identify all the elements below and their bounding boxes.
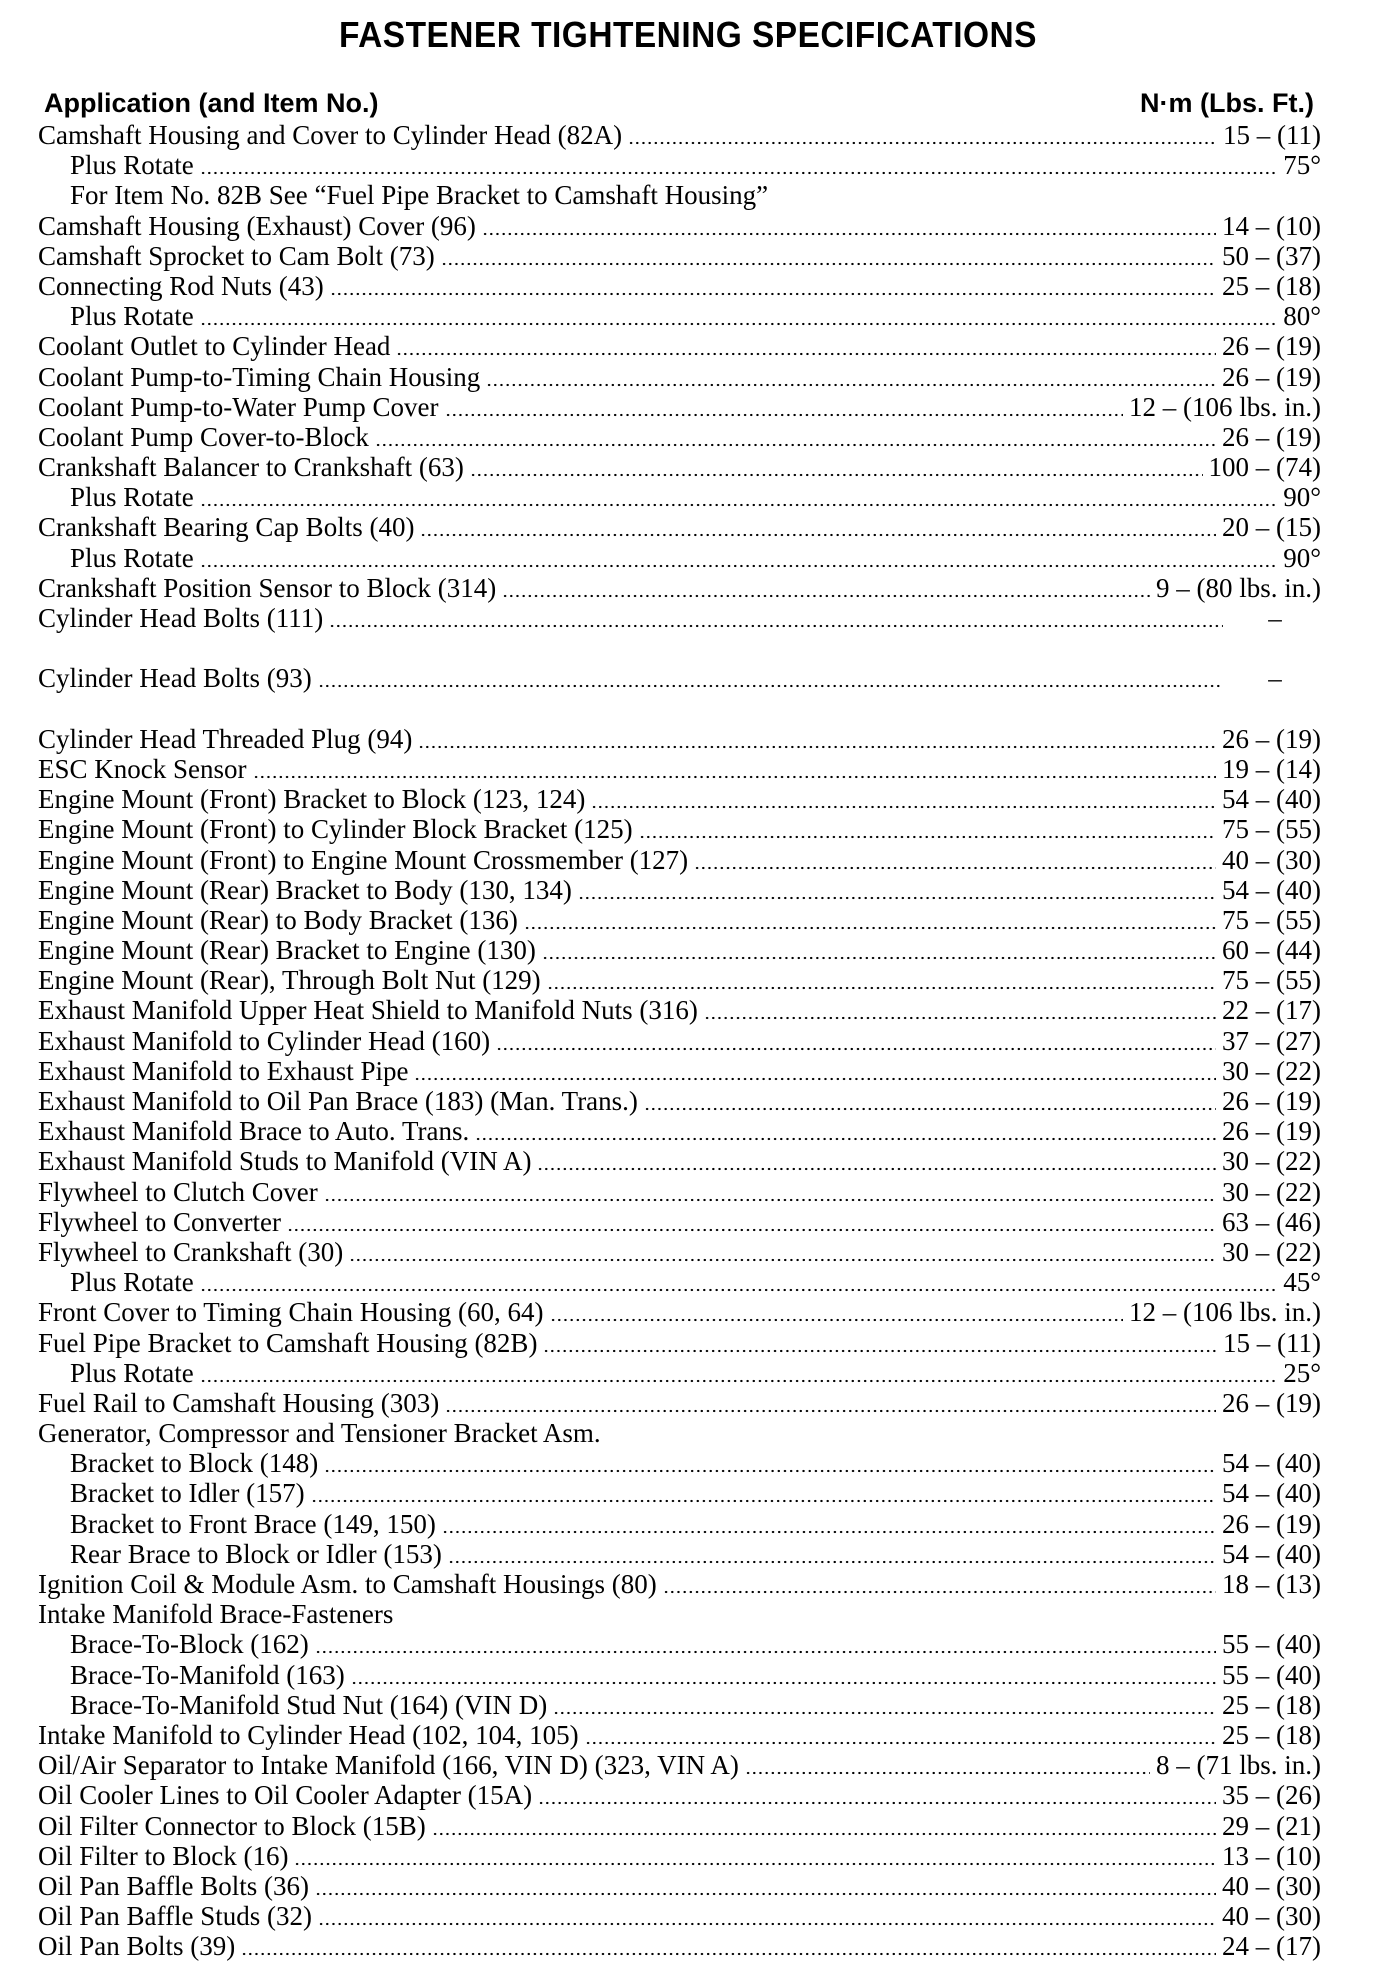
dot-leader [200, 150, 1277, 180]
spec-row [38, 724, 1321, 754]
spec-label: Exhaust Manifold Brace to Auto. Trans. [38, 1116, 470, 1147]
spec-value: 54 – (40) [1222, 784, 1321, 815]
dot-leader [351, 1660, 1216, 1690]
spec-row [38, 1599, 1321, 1629]
spec-value: 26 – (19) [1222, 1086, 1321, 1117]
spec-label: Bracket to Idler (157) [70, 1478, 305, 1509]
spec-label: Oil Pan Bolts (39) [38, 1931, 236, 1962]
spec-label: Cylinder Head Bolts (111) [38, 603, 324, 633]
spec-value: 30 – (22) [1222, 1176, 1321, 1207]
spec-label: Crankshaft Balancer to Crankshaft (63) [38, 452, 464, 483]
spec-label: Oil/Air Separator to Intake Manifold (166, VIN D) (323, VIN A) [38, 1750, 739, 1781]
spec-value: 12 – (106 lbs. in.) [1129, 391, 1321, 422]
dot-leader [318, 1901, 1216, 1931]
spec-value: 24 – (17) [1222, 1931, 1321, 1962]
spec-label: Engine Mount (Front) to Cylinder Block Bracket (125) [38, 814, 633, 845]
column-header [44, 88, 1314, 118]
spec-label: Brace-To-Block (162) [70, 1629, 309, 1660]
dot-leader [496, 1026, 1216, 1056]
spec-label: ESC Knock Sensor [38, 753, 247, 784]
spec-label: Engine Mount (Rear), Through Bolt Nut (129) [38, 965, 541, 996]
spec-row [38, 1267, 1321, 1297]
spec-table [38, 120, 1321, 1961]
spec-label: Bracket to Block (148) [70, 1448, 319, 1479]
dot-leader [375, 422, 1216, 452]
dot-leader [502, 573, 1150, 603]
spec-row [38, 241, 1321, 271]
dot-leader [694, 845, 1216, 875]
spec-value: 54 – (40) [1222, 1538, 1321, 1569]
spec-row [38, 1237, 1321, 1267]
spec-row [38, 1901, 1321, 1931]
dot-leader [644, 1086, 1216, 1116]
spec-label: Exhaust Manifold to Cylinder Head (160) [38, 1025, 491, 1056]
dot-leader [550, 1297, 1123, 1327]
spec-row [38, 1720, 1321, 1750]
dot-leader [329, 603, 1223, 663]
spec-row [38, 1328, 1321, 1358]
spec-label: Engine Mount (Rear) Bracket to Body (130, 134) [38, 874, 572, 905]
spec-value: 40 – (30) [1222, 1901, 1321, 1932]
spec-label: For Item No. 82B See “Fuel Pipe Bracket to Camshaft Housing” [70, 180, 769, 211]
spec-label: Plus Rotate [70, 542, 194, 573]
dot-leader [200, 482, 1277, 512]
dot-leader [441, 241, 1216, 271]
spec-label: Exhaust Manifold to Exhaust Pipe [38, 1055, 409, 1086]
spec-row [38, 965, 1321, 995]
spec-value: 30 – (22) [1222, 1146, 1321, 1177]
spec-row [38, 362, 1321, 392]
spec-label: Crankshaft Position Sensor to Block (314) [38, 572, 497, 603]
spec-value: 29 – (21) [1222, 1810, 1321, 1841]
spec-label: Plus Rotate [70, 1357, 194, 1388]
spec-row [38, 754, 1321, 784]
dot-leader [200, 1267, 1277, 1297]
spec-value: 12 – (106 lbs. in.) [1129, 1297, 1321, 1328]
spec-label: Coolant Pump Cover-to-Block [38, 421, 369, 452]
spec-label: Cylinder Head Bolts (93) [38, 663, 312, 694]
spec-row [38, 180, 1321, 210]
spec-row [38, 1811, 1321, 1841]
spec-label: Flywheel to Clutch Cover [38, 1176, 318, 1207]
dot-leader [470, 452, 1203, 482]
dot-leader [294, 1841, 1216, 1871]
spec-value: 37 – (27) [1222, 1025, 1321, 1056]
spec-row [38, 1660, 1321, 1690]
dot-leader [445, 392, 1123, 422]
dot-leader [482, 211, 1216, 241]
dot-leader [524, 905, 1216, 935]
dot-leader [318, 663, 1223, 723]
dot-leader [200, 543, 1277, 573]
spec-label: Plus Rotate [70, 301, 194, 332]
spec-label: Camshaft Sprocket to Cam Bolt (73) [38, 240, 435, 271]
dot-leader [200, 301, 1277, 331]
spec-value: 25 – (18) [1222, 1689, 1321, 1720]
spec-label: Brace-To-Manifold Stud Nut (164) (VIN D) [70, 1689, 548, 1720]
spec-row [38, 845, 1321, 875]
dot-leader [663, 1569, 1216, 1599]
dot-leader [475, 1116, 1216, 1146]
dot-leader [311, 1478, 1216, 1508]
dot-leader [315, 1871, 1216, 1901]
dot-leader [553, 1690, 1216, 1720]
spec-row [38, 543, 1321, 573]
dot-leader [543, 1328, 1217, 1358]
spec-value: 45° [1283, 1267, 1321, 1298]
spec-label: Oil Filter Connector to Block (15B) [38, 1810, 426, 1841]
spec-value: 63 – (46) [1222, 1206, 1321, 1237]
spec-row [38, 1509, 1321, 1539]
spec-value: 40 – (30) [1222, 1870, 1321, 1901]
dot-leader [349, 1237, 1216, 1267]
spec-label: Crankshaft Bearing Cap Bolts (40) [38, 512, 415, 543]
spec-label: Plus Rotate [70, 150, 194, 181]
dot-leader [538, 1780, 1216, 1810]
spec-value: 54 – (40) [1222, 1448, 1321, 1479]
dot-leader [315, 1629, 1216, 1659]
spec-label: Coolant Pump-to-Water Pump Cover [38, 391, 439, 422]
spec-label: Bracket to Front Brace (149, 150) [70, 1508, 436, 1539]
spec-label: Flywheel to Crankshaft (30) [38, 1236, 344, 1267]
spec-value: 40 – (30) [1222, 844, 1321, 875]
spec-value: 9 – (80 lbs. in.) [1156, 572, 1321, 603]
spec-value: 26 – (19) [1222, 1387, 1321, 1418]
spec-value: 30 – (22) [1222, 1055, 1321, 1086]
spec-value: 30 – (22) [1222, 1236, 1321, 1267]
spec-value: 25 – (18) [1222, 270, 1321, 301]
spec-label: Oil Pan Baffle Studs (32) [38, 1901, 312, 1932]
spec-row [38, 1871, 1321, 1901]
spec-value: 90° [1283, 482, 1321, 513]
spec-row [38, 875, 1321, 905]
dot-leader [414, 1056, 1216, 1086]
spec-row [38, 1690, 1321, 1720]
spec-row [38, 211, 1321, 241]
spec-row [38, 1358, 1321, 1388]
spec-label: Plus Rotate [70, 482, 194, 513]
dot-leader [704, 995, 1216, 1025]
dot-leader [324, 1448, 1216, 1478]
spec-row [38, 905, 1321, 935]
spec-label: Engine Mount (Rear) to Body Bracket (136) [38, 904, 518, 935]
spec-value: 22 – (17) [1222, 995, 1321, 1026]
spec-row [38, 422, 1321, 452]
spec-value: 14 – (10) [1222, 210, 1321, 241]
spec-value: 54 – (40) [1222, 1478, 1321, 1509]
spec-label: Rear Brace to Block or Idler (153) [70, 1538, 442, 1569]
spec-value: 54 – (40) [1222, 874, 1321, 905]
dot-leader [253, 754, 1217, 784]
spec-row [38, 150, 1321, 180]
page-title: FASTENER TIGHTENING SPECIFICATIONS [339, 14, 1037, 55]
spec-value: 13 – (10) [1222, 1840, 1321, 1871]
dot-leader [442, 1509, 1216, 1539]
dot-leader [585, 1720, 1216, 1750]
dot-leader [432, 1811, 1216, 1841]
spec-row [38, 301, 1321, 331]
dot-leader [324, 1177, 1216, 1207]
spec-row [38, 120, 1321, 150]
spec-label: Intake Manifold Brace-Fasteners [38, 1599, 394, 1630]
spec-value: 26 – (19) [1222, 361, 1321, 392]
spec-value: 15 – (11) [1223, 1327, 1321, 1358]
spec-value: 26 – (19) [1222, 331, 1321, 362]
dot-leader [330, 271, 1216, 301]
dot-leader [420, 512, 1216, 542]
spec-row [38, 784, 1321, 814]
spec-value: 80° [1283, 301, 1321, 332]
spec-value: 60 – (44) [1222, 935, 1321, 966]
spec-row [38, 1146, 1321, 1176]
spec-row [38, 1750, 1321, 1780]
dot-leader [486, 362, 1216, 392]
spec-row [38, 1056, 1321, 1086]
spec-label: Oil Pan Baffle Bolts (36) [38, 1870, 309, 1901]
dot-leader [241, 1931, 1216, 1961]
spec-row [38, 1539, 1321, 1569]
spec-label: Intake Manifold to Cylinder Head (102, 104, 105) [38, 1719, 579, 1750]
dot-leader [745, 1750, 1150, 1780]
spec-row [38, 1780, 1321, 1810]
spec-value: 15 – (11) [1223, 120, 1321, 150]
spec-label: Ignition Coil & Module Asm. to Camshaft Housings (80) [38, 1569, 657, 1600]
application-column-header: Application (and Item No.) [44, 88, 379, 118]
dot-leader [200, 1358, 1277, 1388]
spec-label: Oil Cooler Lines to Oil Cooler Adapter (15A) [38, 1780, 533, 1811]
dot-leader [396, 331, 1216, 361]
spec-row [38, 1297, 1321, 1327]
dot-leader [542, 935, 1216, 965]
spec-row [38, 331, 1321, 361]
spec-row [38, 603, 1321, 663]
spec-row [38, 1207, 1321, 1237]
spec-label: Flywheel to Converter [38, 1206, 281, 1237]
spec-label: Exhaust Manifold to Oil Pan Brace (183) (Man. Trans.) [38, 1086, 638, 1117]
spec-row [38, 1629, 1321, 1659]
spec-value: 26 – (19) [1222, 1116, 1321, 1147]
spec-value: – [1268, 603, 1282, 633]
torque-column-header: N·m (Lbs. Ft.) [1140, 88, 1314, 118]
spec-row [38, 573, 1321, 603]
dot-leader [639, 814, 1216, 844]
spec-label: Coolant Outlet to Cylinder Head [38, 331, 391, 362]
spec-label: Fuel Pipe Bracket to Camshaft Housing (82B) [38, 1327, 538, 1358]
spec-row [38, 452, 1321, 482]
spec-value: – [1268, 663, 1282, 694]
spec-value: 26 – (19) [1222, 723, 1321, 754]
spec-row [38, 1177, 1321, 1207]
spec-label: Brace-To-Manifold (163) [70, 1659, 345, 1690]
spec-label: Fuel Rail to Camshaft Housing (303) [38, 1387, 440, 1418]
spec-row [38, 995, 1321, 1025]
spec-row [38, 1418, 1321, 1448]
spec-row [38, 482, 1321, 512]
spec-value: 20 – (15) [1222, 512, 1321, 543]
spec-label: Camshaft Housing (Exhaust) Cover (96) [38, 210, 476, 241]
spec-row [38, 1388, 1321, 1418]
spec-row [38, 1931, 1321, 1961]
dot-leader [448, 1539, 1216, 1569]
spec-value: 18 – (13) [1222, 1569, 1321, 1600]
spec-row [38, 1116, 1321, 1146]
spec-label: Camshaft Housing and Cover to Cylinder Head (82A) [38, 120, 623, 150]
spec-row [38, 1026, 1321, 1056]
spec-row [38, 663, 1321, 723]
spec-value: 75 – (55) [1222, 814, 1321, 845]
spec-value: 75 – (55) [1222, 965, 1321, 996]
spec-value: 100 – (74) [1208, 452, 1321, 483]
spec-row [38, 271, 1321, 301]
spec-value: 50 – (37) [1222, 240, 1321, 271]
spec-row [38, 1478, 1321, 1508]
spec-value: 75 – (55) [1222, 904, 1321, 935]
dot-leader [591, 784, 1216, 814]
dot-leader [578, 875, 1216, 905]
spec-value: 35 – (26) [1222, 1780, 1321, 1811]
spec-row [38, 1841, 1321, 1871]
spec-value: 55 – (40) [1222, 1629, 1321, 1660]
dot-leader [547, 965, 1216, 995]
spec-label: Oil Filter to Block (16) [38, 1840, 289, 1871]
spec-value: 26 – (19) [1222, 1508, 1321, 1539]
spec-value: 8 – (71 lbs. in.) [1156, 1750, 1321, 1781]
spec-label: Front Cover to Timing Chain Housing (60, 64) [38, 1297, 544, 1328]
spec-label: Engine Mount (Rear) Bracket to Engine (130) [38, 935, 536, 966]
spec-label: Engine Mount (Front) Bracket to Block (123, 124) [38, 784, 586, 815]
spec-value: 25 – (18) [1222, 1719, 1321, 1750]
spec-value: 19 – (14) [1222, 753, 1321, 784]
dot-leader [445, 1388, 1216, 1418]
spec-row [38, 1569, 1321, 1599]
dot-leader [287, 1207, 1216, 1237]
spec-row [38, 1448, 1321, 1478]
spec-label: Generator, Compressor and Tensioner Bracket Asm. [38, 1418, 601, 1449]
spec-label: Connecting Rod Nuts (43) [38, 270, 324, 301]
spec-label: Plus Rotate [70, 1267, 194, 1298]
spec-row [38, 935, 1321, 965]
dot-leader [537, 1146, 1216, 1176]
spec-label: Cylinder Head Threaded Plug (94) [38, 723, 413, 754]
spec-label: Exhaust Manifold Upper Heat Shield to Manifold Nuts (316) [38, 995, 698, 1026]
spec-value: 25° [1283, 1357, 1321, 1388]
dot-leader [418, 724, 1216, 754]
dot-leader [628, 120, 1217, 150]
spec-row [38, 392, 1321, 422]
spec-row [38, 1086, 1321, 1116]
spec-value: 90° [1283, 542, 1321, 573]
spec-row [38, 512, 1321, 542]
spec-label: Engine Mount (Front) to Engine Mount Crossmember (127) [38, 844, 689, 875]
spec-label: Coolant Pump-to-Timing Chain Housing [38, 361, 481, 392]
spec-value: 26 – (19) [1222, 421, 1321, 452]
spec-value: 55 – (40) [1222, 1659, 1321, 1690]
spec-label: Exhaust Manifold Studs to Manifold (VIN A) [38, 1146, 532, 1177]
spec-row [38, 814, 1321, 844]
spec-value: 75° [1283, 150, 1321, 181]
